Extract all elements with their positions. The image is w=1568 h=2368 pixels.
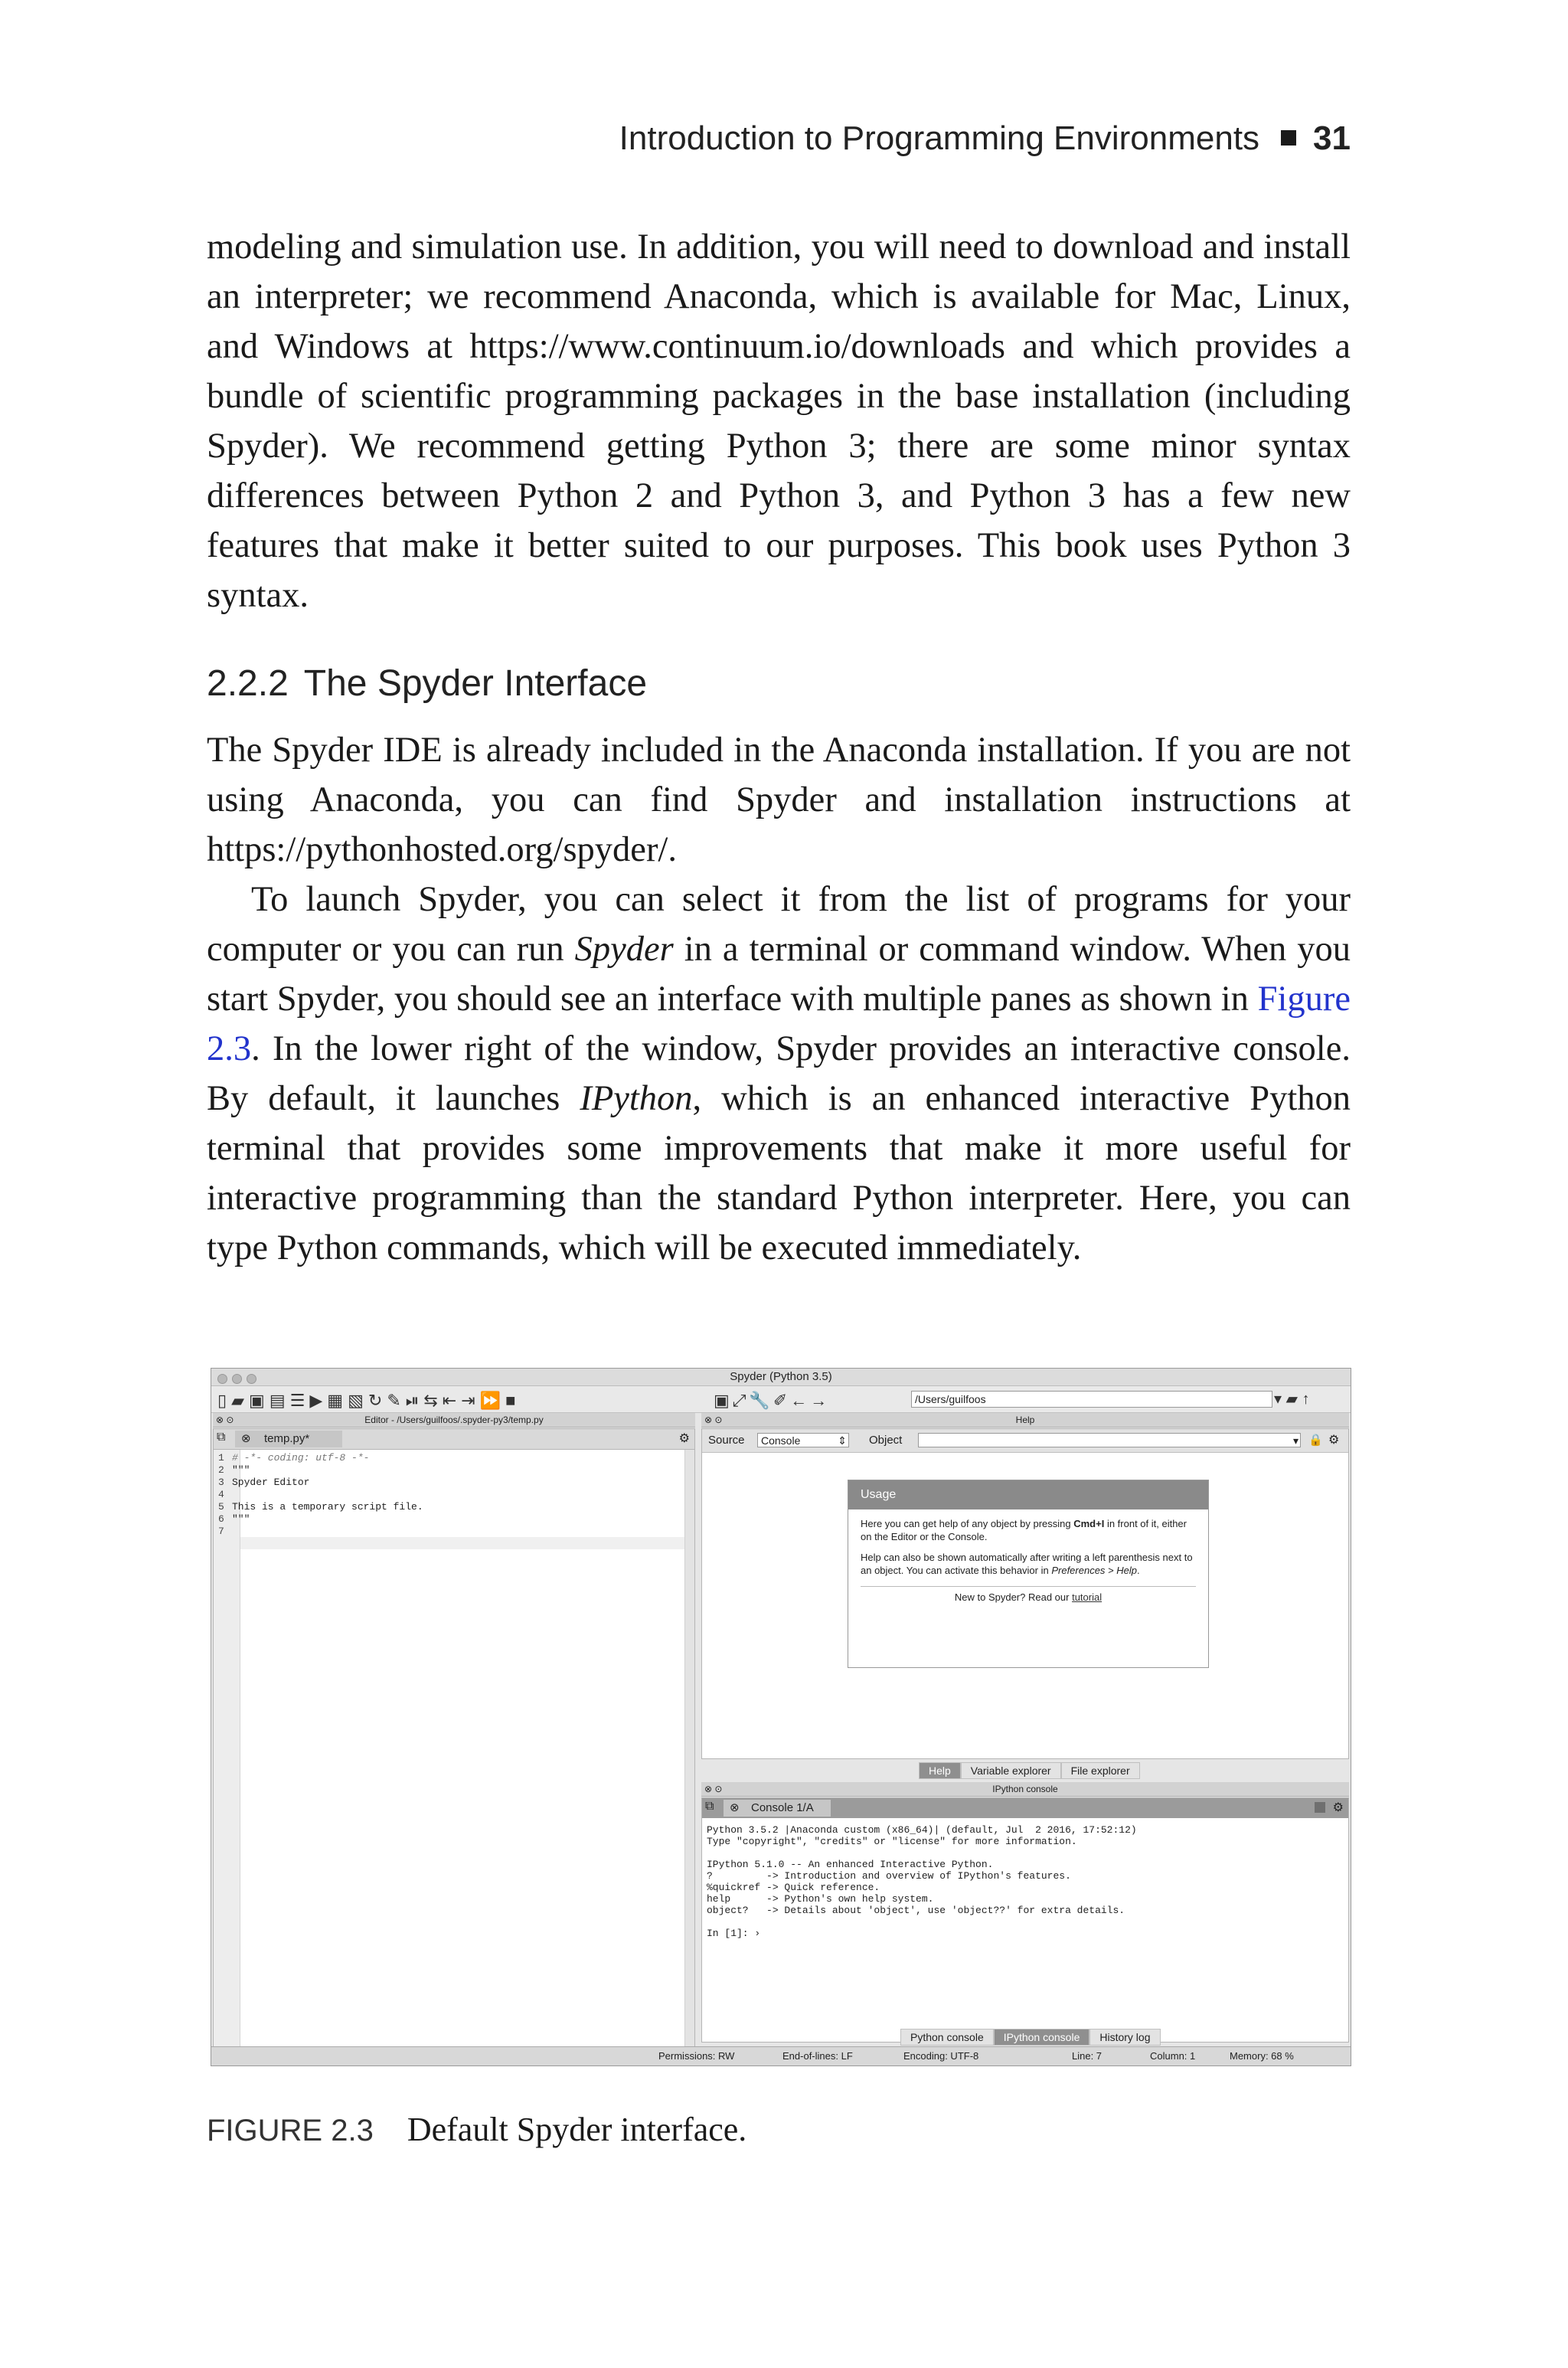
console-tab-label: Console 1/A	[751, 1801, 814, 1814]
paragraph-2: The Spyder IDE is already included in the Anaconda installation. If you are not using Anaconda, you can find Spyder and installation instructions at https://pythonhosted.org/spyder/.	[207, 731, 1351, 869]
tab-close-icon[interactable]: ⊗	[241, 1432, 251, 1445]
continue-icon[interactable]: ⇥	[461, 1391, 479, 1410]
zoom-dot-icon[interactable]	[247, 1374, 256, 1384]
paragraph-3	[207, 875, 1351, 1273]
console-gear-icon[interactable]: ⚙	[1332, 1801, 1344, 1814]
maximize-pane-icon[interactable]: ▣	[714, 1391, 733, 1410]
section-title: The Spyder Interface	[303, 663, 648, 704]
editor-pane	[213, 1428, 695, 2056]
browse-folder-icon[interactable]: ▰	[1285, 1391, 1298, 1408]
minimize-dot-icon[interactable]	[232, 1374, 242, 1384]
usage-divider	[861, 1586, 1196, 1587]
code-text: This is a temporary script file.	[232, 1501, 423, 1513]
debug-icon[interactable]: ✎	[387, 1391, 404, 1410]
spyder-screenshot	[211, 1368, 1351, 2066]
code-line[interactable]	[218, 1513, 423, 1526]
tab-variable-explorer[interactable]: Variable explorer	[961, 1762, 1061, 1779]
code-line[interactable]	[218, 1501, 423, 1513]
usage-title: Usage	[848, 1480, 1208, 1509]
code-line[interactable]	[218, 1477, 423, 1489]
figure-caption	[207, 2110, 746, 2149]
code-line[interactable]	[218, 1464, 423, 1477]
editor-tab-label: temp.py*	[264, 1432, 310, 1445]
para3-text-d: . In the lower right of the window, Spyder provides an interactive console. By default, it launches	[207, 1029, 1351, 1118]
usage-box	[848, 1480, 1209, 1668]
usage-p2c: .	[1137, 1565, 1140, 1576]
editor-header-text: Editor - /Users/guilfoos/.spyder-py3/temp.py	[364, 1415, 544, 1425]
stop-icon[interactable]: ■	[505, 1391, 519, 1410]
object-input[interactable]	[918, 1433, 1301, 1447]
list-icon[interactable]: ☰	[289, 1391, 309, 1410]
help-pane	[701, 1428, 1349, 1759]
step-return-icon[interactable]: ⇤	[442, 1391, 460, 1410]
tab-file-explorer[interactable]: File explorer	[1061, 1762, 1140, 1779]
code-line[interactable]	[218, 1452, 423, 1464]
status-permissions: Permissions: RW	[658, 2050, 735, 2062]
usage-new-text: New to Spyder? Read our	[954, 1591, 1073, 1603]
console-stop-icon[interactable]	[1315, 1802, 1325, 1813]
code-line[interactable]	[218, 1526, 423, 1538]
console-output[interactable]: Python 3.5.2 |Anaconda custom (x86_64)| (default, Jul 2 2016, 17:52:12) Type "copyright", "credits" or "license" for more information. IPython 5.1.0 -- An enhanced Interactive Python. ? -> Introduction and overview of IPython's features. %quickref -> Quick reference. help -> Python's own help system. object? -> Details about 'object', use 'object??' for extra details. In [1]: ›	[707, 1824, 1137, 1939]
para3-text-f: , which is an enhanced interactive Python terminal that provides some improvements that make it more useful for interactive programming than the standard Python interpreter. Here, you can type Python commands, which will be executed immediately.	[207, 1079, 1351, 1267]
square-bullet-icon	[1281, 130, 1296, 146]
usage-paragraph-2	[861, 1551, 1196, 1577]
line-number: 5	[218, 1501, 224, 1513]
running-header	[0, 119, 1351, 158]
step-icon[interactable]: ⏯	[405, 1391, 423, 1410]
code-area[interactable]	[218, 1452, 423, 1538]
browse-tabs-icon[interactable]: ⧉	[217, 1431, 226, 1444]
toolbar-icons-left	[217, 1391, 520, 1411]
source-select[interactable]	[757, 1433, 849, 1447]
figure-link[interactable]: Figure 2.3	[207, 980, 1351, 1068]
console-pane	[701, 1797, 1349, 2043]
line-number: 3	[218, 1477, 224, 1488]
python-path-icon[interactable]: ✐	[773, 1391, 791, 1410]
window-titlebar	[211, 1369, 1351, 1386]
usage-new	[848, 1591, 1208, 1603]
line-number: 6	[218, 1513, 224, 1525]
source-value: Console	[761, 1434, 801, 1447]
para3-text-c: in a terminal or command window. When you start Spyder, you should see an interface with multiple panes as shown in	[207, 930, 1351, 1019]
status-memory: Memory: 68 %	[1230, 2050, 1294, 2062]
object-dropdown-icon[interactable]: ▾	[1292, 1434, 1298, 1447]
caption-text: Default Spyder interface.	[407, 2111, 747, 2148]
toolbar-icons-right	[714, 1391, 830, 1411]
help-toolbar	[702, 1429, 1348, 1453]
back-arrow-icon[interactable]: ←	[790, 1391, 811, 1410]
code-text: # -*- coding: utf-8 -*-	[232, 1452, 370, 1464]
line-number: 7	[218, 1526, 224, 1537]
status-eol: End-of-lines: LF	[782, 2050, 853, 2062]
editor-tab-temp[interactable]	[235, 1431, 342, 1447]
line-number: 4	[218, 1489, 224, 1500]
save-icon[interactable]: ▣	[249, 1391, 268, 1410]
para3-spyder-italic: Spyder	[574, 930, 674, 969]
status-line: Line: 7	[1072, 2050, 1102, 2062]
section-heading	[207, 662, 647, 705]
tab-history-log[interactable]: History log	[1089, 2029, 1160, 2046]
open-folder-icon[interactable]: ▰	[231, 1391, 248, 1410]
rerun-icon[interactable]: ↻	[368, 1391, 386, 1410]
help-pane-buttons-icon[interactable]: ⊗ ⊙	[704, 1415, 723, 1425]
line-number: 1	[218, 1452, 224, 1464]
source-label: Source	[708, 1434, 745, 1447]
para3-ipython-italic: IPython	[580, 1079, 693, 1118]
console-tab[interactable]	[724, 1800, 831, 1817]
forward-arrow-icon[interactable]: →	[810, 1391, 831, 1410]
caption-label: FIGURE 2.3	[207, 2114, 374, 2147]
save-all-icon[interactable]: ▤	[269, 1391, 289, 1410]
pane-buttons-icon[interactable]: ⊗ ⊙	[216, 1415, 234, 1425]
console-pane-header	[701, 1782, 1349, 1797]
usage-shortcut: Cmd+I	[1073, 1518, 1105, 1529]
para3-text-a: To launch Spyder, you can select it from the list of programs for your computer or you can run	[207, 880, 1351, 969]
line-number: 2	[218, 1464, 224, 1476]
section-number: 2.2.2	[207, 663, 289, 704]
code-text: Spyder Editor	[232, 1477, 310, 1488]
up-arrow-icon[interactable]: ↑	[1302, 1391, 1310, 1408]
new-file-icon[interactable]: ▯	[217, 1391, 230, 1410]
code-text: """	[232, 1513, 250, 1525]
path-controls	[1274, 1389, 1310, 1408]
tab-python-console[interactable]: Python console	[900, 2029, 994, 2046]
usage-p1a: Here you can get help of any object by pressing	[861, 1518, 1074, 1529]
close-dot-icon[interactable]	[217, 1374, 227, 1384]
run-cell-icon[interactable]: ▦	[327, 1391, 347, 1410]
main-toolbar	[211, 1386, 1351, 1413]
usage-paragraph-1	[861, 1517, 1196, 1543]
body-text-2	[207, 725, 1351, 1273]
console-tabs	[900, 2029, 1161, 2044]
help-tabs	[919, 1762, 1140, 1778]
fullscreen-icon[interactable]: ⤢	[732, 1391, 750, 1410]
tab-help[interactable]: Help	[919, 1762, 961, 1779]
status-column: Column: 1	[1150, 2050, 1196, 2062]
editor-pane-header	[213, 1413, 695, 1428]
status-bar	[211, 2046, 1351, 2065]
running-title: Introduction to Programming Environments	[619, 119, 1260, 157]
window-title: Spyder (Python 3.5)	[730, 1370, 832, 1383]
usage-prefs: Preferences > Help	[1051, 1565, 1137, 1576]
working-directory-input[interactable]: /Users/guilfoos	[911, 1391, 1272, 1408]
current-line-highlight	[240, 1537, 692, 1549]
editor-tabbar	[214, 1429, 694, 1450]
wrench-icon[interactable]: 🔧	[749, 1391, 773, 1410]
lock-icon[interactable]: 🔒	[1308, 1434, 1323, 1447]
usage-p1c: in front of it, either on the Editor or the Console.	[861, 1518, 1187, 1542]
code-text: """	[232, 1464, 250, 1476]
options-gear-icon[interactable]: ⚙	[678, 1432, 690, 1445]
editor-scrollbar[interactable]	[684, 1450, 694, 2055]
code-line[interactable]	[218, 1489, 423, 1501]
object-label: Object	[869, 1434, 903, 1447]
line-number-gutter	[214, 1450, 240, 2055]
page-number: 31	[1313, 119, 1351, 157]
tab-ipython-console[interactable]: IPython console	[994, 2029, 1090, 2046]
status-encoding: Encoding: UTF-8	[903, 2050, 979, 2062]
step-into-icon[interactable]: ⇆	[423, 1391, 441, 1410]
help-header-text: Help	[1015, 1415, 1035, 1425]
fast-forward-icon[interactable]: ⏩	[479, 1391, 505, 1410]
run-cell-advance-icon[interactable]: ▧	[348, 1391, 367, 1410]
help-pane-header	[701, 1413, 1349, 1428]
help-gear-icon[interactable]: ⚙	[1328, 1434, 1340, 1447]
console-tab-close-icon[interactable]: ⊗	[730, 1801, 740, 1814]
console-tabbar	[702, 1798, 1348, 1818]
console-pane-buttons-icon[interactable]: ⊗ ⊙	[704, 1784, 723, 1794]
console-header-text: IPython console	[992, 1784, 1058, 1794]
paragraph-1: modeling and simulation use. In addition, you will need to download and install an interpreter; we recommend Anaconda, which is available for Mac, Linux, and Windows at https://www.continuum.io/downloads and which provides a bundle of scientific programming packages in the base installation (including Spyder). We recommend getting Python 3; there are some minor syntax differences between Python 2 and Python 3, and Python 3 has a few new features that make it better suited to our purposes. This book uses Python 3 syntax.	[207, 227, 1351, 615]
run-icon[interactable]: ▶	[309, 1391, 326, 1410]
dropdown-icon[interactable]: ▾	[1274, 1391, 1282, 1408]
tutorial-link[interactable]: tutorial	[1072, 1591, 1102, 1603]
body-text-1	[207, 222, 1351, 620]
usage-p2a: Help can also be shown automatically after writing a left parenthesis next to an object. You can activate this behavior in	[861, 1552, 1193, 1576]
console-browse-icon[interactable]: ⧉	[705, 1800, 714, 1813]
chevron-down-icon: ⇕	[838, 1434, 847, 1447]
